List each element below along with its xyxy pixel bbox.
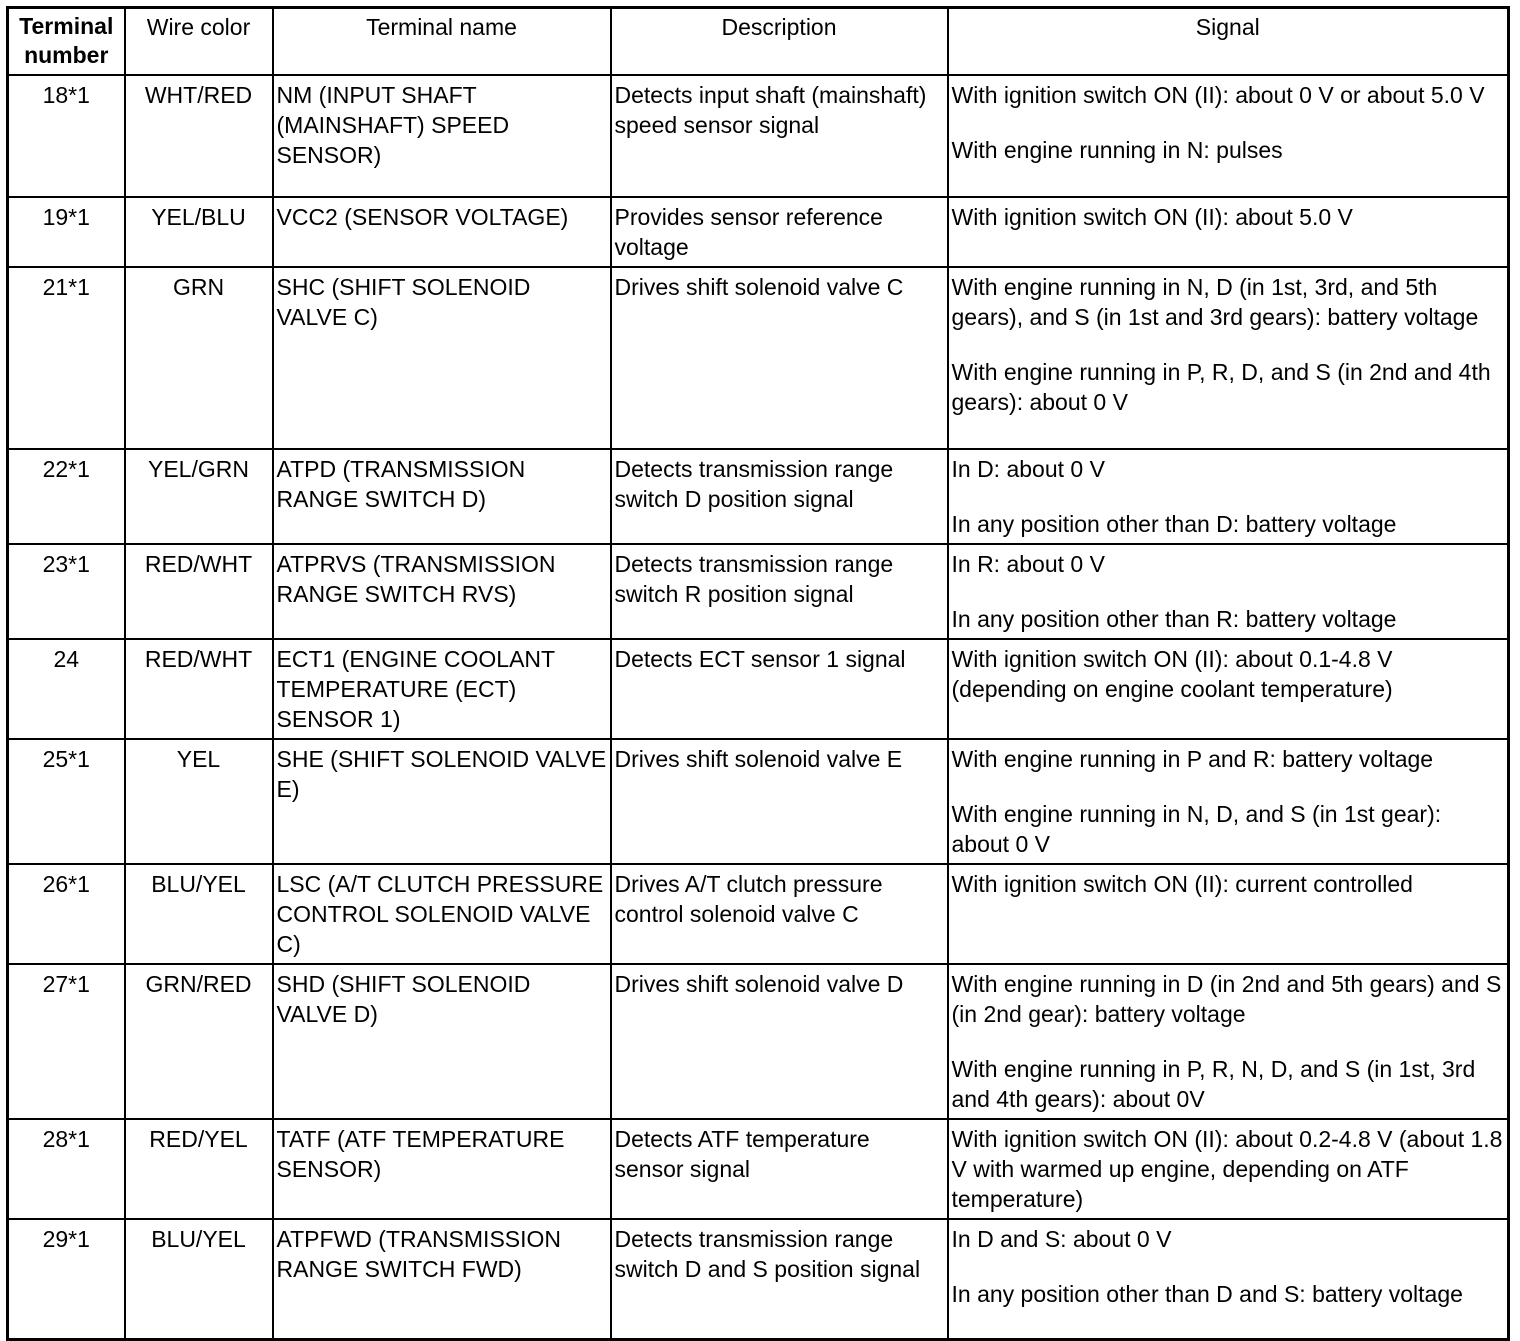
- signal-line: With ignition switch ON (II): about 0.1-4.8 V (depending on engine coolant temperature): [951, 645, 1393, 702]
- terminal-number: 22*1: [8, 449, 125, 544]
- terminal-name: ATPFWD (TRANSMISSION RANGE SWITCH FWD): [273, 1219, 611, 1340]
- terminal-name: LSC (A/T CLUTCH PRESSURE CONTROL SOLENOID VALVE C): [273, 864, 611, 964]
- terminal-name: ATPRVS (TRANSMISSION RANGE SWITCH RVS): [273, 544, 611, 639]
- terminal-name: ATPD (TRANSMISSION RANGE SWITCH D): [273, 449, 611, 544]
- signal-line: With engine running in P, R, N, D, and S (in 1st, 3rd and 4th gears): about 0V: [951, 1055, 1476, 1112]
- signal: [948, 864, 1509, 964]
- signal-line: With engine running in N, D, and S (in 1st gear): about 0 V: [951, 800, 1442, 857]
- description: Drives A/T clutch pressure control solenoid valve C: [611, 864, 948, 964]
- signal-line: With ignition switch ON (II): about 5.0 V: [951, 203, 1353, 230]
- table-row: [8, 1219, 1509, 1340]
- terminal-number: 25*1: [8, 739, 125, 864]
- terminal-name: NM (INPUT SHAFT (MAINSHAFT) SPEED SENSOR): [273, 75, 611, 197]
- terminal-number: 18*1: [8, 75, 125, 197]
- signal: [948, 267, 1509, 449]
- signal: [948, 639, 1509, 739]
- signal: [948, 449, 1509, 544]
- signal-line: With ignition switch ON (II): about 0 V or about 5.0 V: [951, 81, 1485, 108]
- header-description: Description: [611, 8, 948, 75]
- header-terminal-number: Terminal number: [8, 8, 125, 75]
- terminal-name: SHC (SHIFT SOLENOID VALVE C): [273, 267, 611, 449]
- signal-line: In any position other than D and S: battery voltage: [951, 1280, 1463, 1307]
- signal-line: With ignition switch ON (II): current controlled: [951, 870, 1413, 897]
- description: Detects ECT sensor 1 signal: [611, 639, 948, 739]
- terminal-table: [6, 6, 1510, 1341]
- terminal-number: 23*1: [8, 544, 125, 639]
- wire-color: YEL/GRN: [125, 449, 273, 544]
- wire-color: RED/YEL: [125, 1119, 273, 1219]
- wire-color: BLU/YEL: [125, 1219, 273, 1340]
- table-row: [8, 544, 1509, 639]
- signal-line: In D: about 0 V: [951, 455, 1105, 482]
- description: Provides sensor reference voltage: [611, 197, 948, 267]
- terminal-name: TATF (ATF TEMPERATURE SENSOR): [273, 1119, 611, 1219]
- table-row: [8, 449, 1509, 544]
- terminal-number: 19*1: [8, 197, 125, 267]
- terminal-number: 21*1: [8, 267, 125, 449]
- signal: [948, 197, 1509, 267]
- terminal-number: 26*1: [8, 864, 125, 964]
- description: Drives shift solenoid valve C: [611, 267, 948, 449]
- header-terminal-name: Terminal name: [273, 8, 611, 75]
- table-row: [8, 864, 1509, 964]
- signal-line: In any position other than D: battery voltage: [951, 510, 1397, 537]
- signal: [948, 739, 1509, 864]
- wire-color: YEL/BLU: [125, 197, 273, 267]
- signal: [948, 964, 1509, 1119]
- header-signal: Signal: [948, 8, 1509, 75]
- wire-color: YEL: [125, 739, 273, 864]
- table-row: [8, 267, 1509, 449]
- signal-line: In R: about 0 V: [951, 550, 1105, 577]
- wire-color: WHT/RED: [125, 75, 273, 197]
- terminal-number: 27*1: [8, 964, 125, 1119]
- signal-line: In any position other than R: battery voltage: [951, 605, 1397, 632]
- signal: [948, 1119, 1509, 1219]
- signal: [948, 544, 1509, 639]
- signal-line: With engine running in P and R: battery voltage: [951, 745, 1434, 772]
- wire-color: GRN/RED: [125, 964, 273, 1119]
- description: Drives shift solenoid valve E: [611, 739, 948, 864]
- signal: [948, 1219, 1509, 1340]
- table-row: [8, 197, 1509, 267]
- table-row: [8, 739, 1509, 864]
- terminal-number: 29*1: [8, 1219, 125, 1340]
- wire-color: GRN: [125, 267, 273, 449]
- signal: [948, 75, 1509, 197]
- signal-line: With engine running in D (in 2nd and 5th gears) and S (in 2nd gear): battery voltage: [951, 970, 1502, 1027]
- table-row: [8, 639, 1509, 739]
- wire-color: RED/WHT: [125, 639, 273, 739]
- signal-line: With engine running in P, R, D, and S (in 2nd and 4th gears): about 0 V: [951, 358, 1491, 415]
- signal-line: With ignition switch ON (II): about 0.2-4.8 V (about 1.8 V with warmed up engine, depending on ATF temperature): [951, 1125, 1503, 1212]
- description: Detects transmission range switch D position signal: [611, 449, 948, 544]
- table-row: [8, 75, 1509, 197]
- signal-line: With engine running in N, D (in 1st, 3rd, and 5th gears), and S (in 1st and 3rd gears): battery voltage: [951, 273, 1479, 330]
- terminal-name: ECT1 (ENGINE COOLANT TEMPERATURE (ECT) SENSOR 1): [273, 639, 611, 739]
- header-wire-color: Wire color: [125, 8, 273, 75]
- terminal-name: VCC2 (SENSOR VOLTAGE): [273, 197, 611, 267]
- terminal-number: 28*1: [8, 1119, 125, 1219]
- terminal-name: SHE (SHIFT SOLENOID VALVE E): [273, 739, 611, 864]
- header-row: [8, 8, 1509, 75]
- description: Drives shift solenoid valve D: [611, 964, 948, 1119]
- terminal-name: SHD (SHIFT SOLENOID VALVE D): [273, 964, 611, 1119]
- description: Detects input shaft (mainshaft) speed sensor signal: [611, 75, 948, 197]
- description: Detects ATF temperature sensor signal: [611, 1119, 948, 1219]
- description: Detects transmission range switch R position signal: [611, 544, 948, 639]
- description: Detects transmission range switch D and S position signal: [611, 1219, 948, 1340]
- wire-color: BLU/YEL: [125, 864, 273, 964]
- table-row: [8, 1119, 1509, 1219]
- terminal-number: 24: [8, 639, 125, 739]
- table-row: [8, 964, 1509, 1119]
- signal-line: In D and S: about 0 V: [951, 1225, 1172, 1252]
- wire-color: RED/WHT: [125, 544, 273, 639]
- signal-line: With engine running in N: pulses: [951, 136, 1283, 163]
